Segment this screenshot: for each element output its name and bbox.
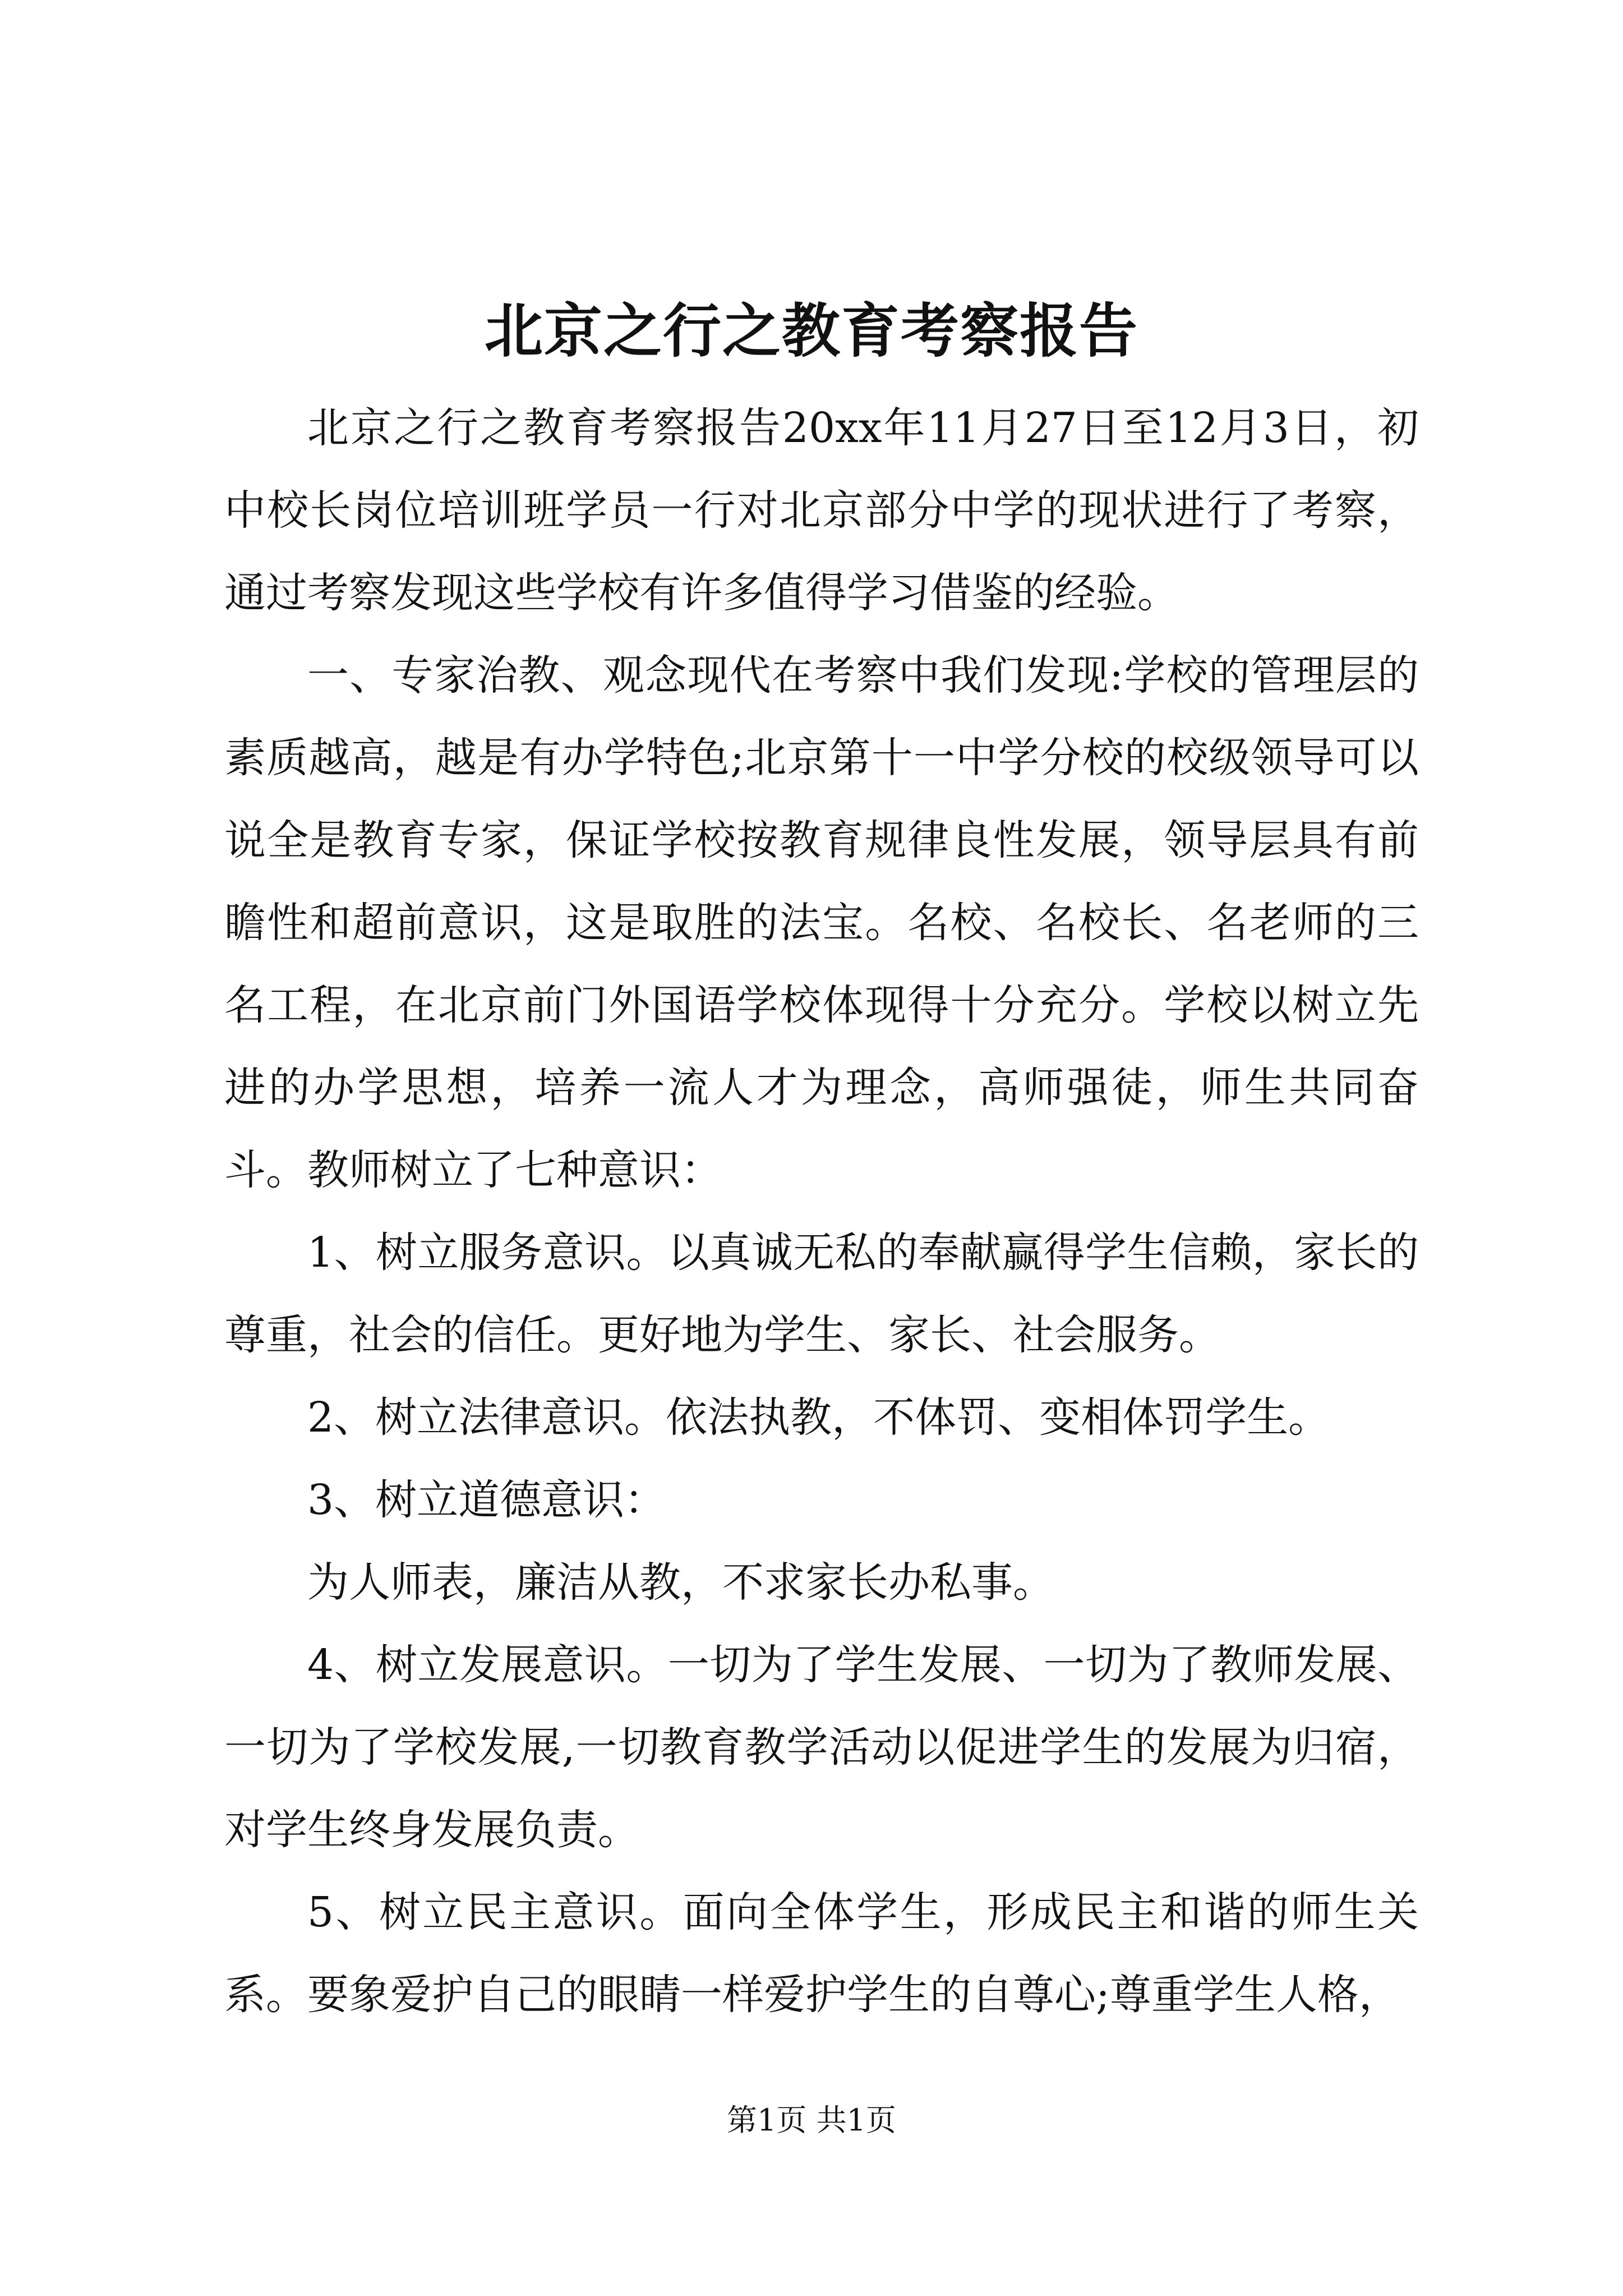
document-title: 北京之行之教育考察报告 — [484, 296, 1138, 365]
paragraph: 1、树立服务意识。以真诚无私的奉献赢得学生信赖，家长的尊重，社会的信任。更好地为学生、家长、社会服务。 — [224, 1228, 1419, 1359]
paragraph: 北京之行之教育考察报告20xx年11月27日至12月3日，初中校长岗位培训班学员一行对北京部分中学的现状进行了考察，通过考察发现这些学校有许多值得学习借鉴的经验。 — [224, 404, 1419, 617]
page-footer: 第1页 共1页 — [727, 2102, 896, 2138]
paragraph: 3、树立道德意识： — [307, 1476, 666, 1524]
document-body — [224, 387, 1419, 2036]
paragraph: 5、树立民主意识。面向全体学生，形成民主和谐的师生关系。要象爱护自己的眼睛一样爱护学生的自尊心;尊重学生人格， — [224, 1888, 1419, 2019]
paragraph: 一、专家治教、观念现代在考察中我们发现:学校的管理层的素质越高，越是有办学特色;北京第十一中学分校的校级领导可以说全是教育专家，保证学校按教育规律良性发展，领导层具有前瞻性和超前意识，这是取胜的法宝。名校、名校长、名老师的三名工程，在北京前门外国语学校体现得十分充分。学校以树立先进的办学思想，培养一流人才为理念，高师强徒，师生共同奋斗。教师树立了七种意识： — [224, 651, 1419, 1194]
paragraph: 为人师表，廉洁从教，不求家长办私事。 — [307, 1558, 1054, 1607]
paragraph: 2、树立法律意识。依法执教，不体罚、变相体罚学生。 — [307, 1393, 1330, 1442]
paragraph: 4、树立发展意识。一切为了学生发展、一切为了教师发展、一切为了学校发展,一切教育教学活动以促进学生的发展为归宿，对学生终身发展负责。 — [224, 1641, 1419, 1854]
